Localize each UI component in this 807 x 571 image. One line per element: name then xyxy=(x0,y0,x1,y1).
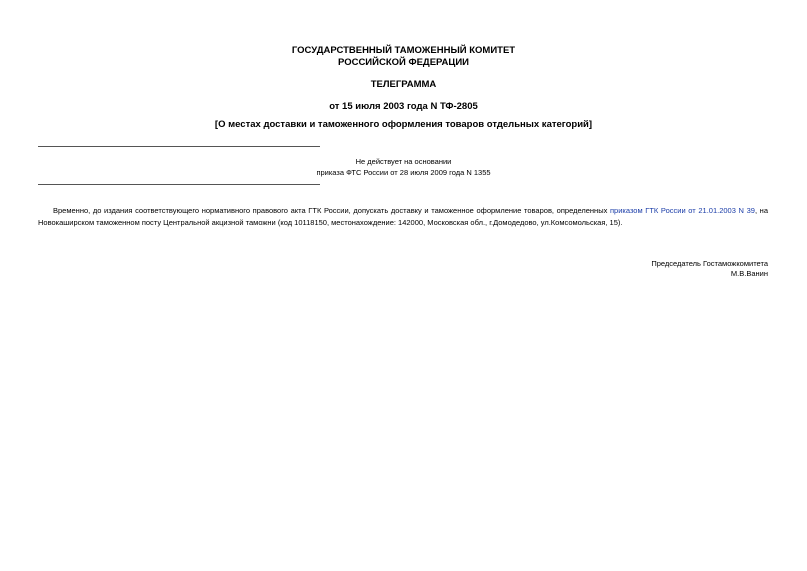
document-subject: [О местах доставки и таможенного оформления товаров отдельных категорий] xyxy=(214,119,593,130)
status-note-line-2: приказа ФТС России от 28 июля 2009 года N 1355 xyxy=(316,168,491,177)
status-note-line-1: Не действует на основании xyxy=(355,157,452,166)
signatory-position: Председатель Гостаможкомитета xyxy=(651,259,768,268)
body-text-before-link: Временно, до издания соответствующего нормативного правового акта ГТК России, допускать доставку и таможенное оформление товаров, определенных xyxy=(53,206,610,215)
body-text-after-link: , на Новокаширском таможенном посту Центральной акцизной таможни (код 10118150, местонахождение: 142000, Московская обл., г.Домодедово, ул.Комсомольская, 15). xyxy=(38,206,768,227)
issuer-line-1: ГОСУДАРСТВЕННЫЙ ТАМОЖЕННЫЙ КОМИТЕТ xyxy=(291,45,516,56)
document-type: ТЕЛЕГРАММА xyxy=(370,79,437,90)
signatory-name: М.В.Ванин xyxy=(730,269,768,278)
issuer-line-2: РОССИЙСКОЙ ФЕДЕРАЦИИ xyxy=(337,57,469,68)
divider-top xyxy=(38,146,320,147)
body-paragraph xyxy=(38,205,768,229)
order-reference-link[interactable]: приказом ГТК России от 21.01.2003 N 39 xyxy=(609,206,755,215)
document-date-number: от 15 июля 2003 года N ТФ-2805 xyxy=(329,101,478,112)
divider-bottom xyxy=(38,184,320,185)
